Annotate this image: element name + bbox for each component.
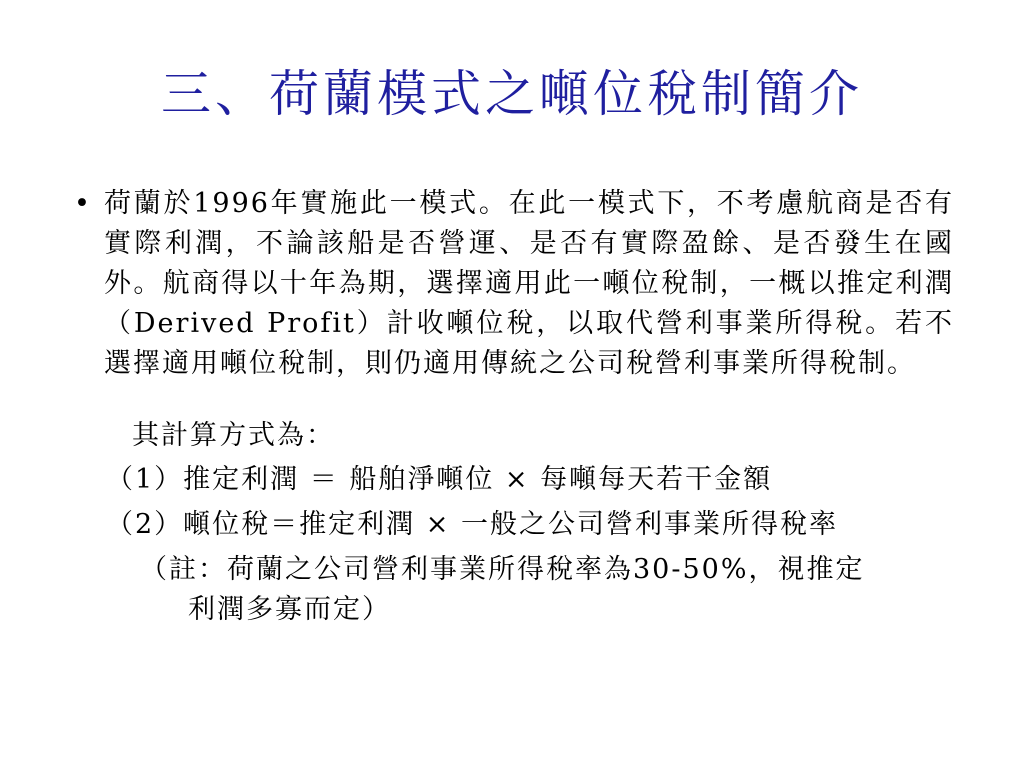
slide-title: 三、荷蘭模式之噸位稅制簡介 — [161, 65, 863, 123]
formula-line-2: （2）噸位稅＝推定利潤 × 一般之公司營利事業所得稅率 — [106, 509, 838, 540]
note-line-1: （註：荷蘭之公司營利事業所得稅率為30-50%，視推定 — [140, 554, 865, 585]
bullet-dot-icon: • — [74, 188, 90, 219]
bullet-paragraph: 荷蘭於1996年實施此一模式。在此一模式下，不考慮航商是否有實際利潤，不論該船是否營運、是否有實際盈餘、是否發生在國外。航商得以十年為期，選擇適用此一噸位稅制，一概以推定利潤（Derived Profit）計收噸位稅，以取代營利事業所得稅。若不選擇適用噸位稅制，則仍適用傳統之公司稅營利事業所得稅制。 — [104, 188, 954, 379]
note — [140, 550, 960, 630]
note-line-2: 利潤多寡而定） — [188, 594, 391, 625]
bullet-item — [74, 184, 964, 384]
formula-heading: 其計算方式為： — [132, 420, 335, 451]
bullet-list — [74, 184, 964, 384]
formula-line-1: （1）推定利潤 ＝ 船舶淨噸位 × 每噸每天若干金額 — [106, 464, 773, 495]
